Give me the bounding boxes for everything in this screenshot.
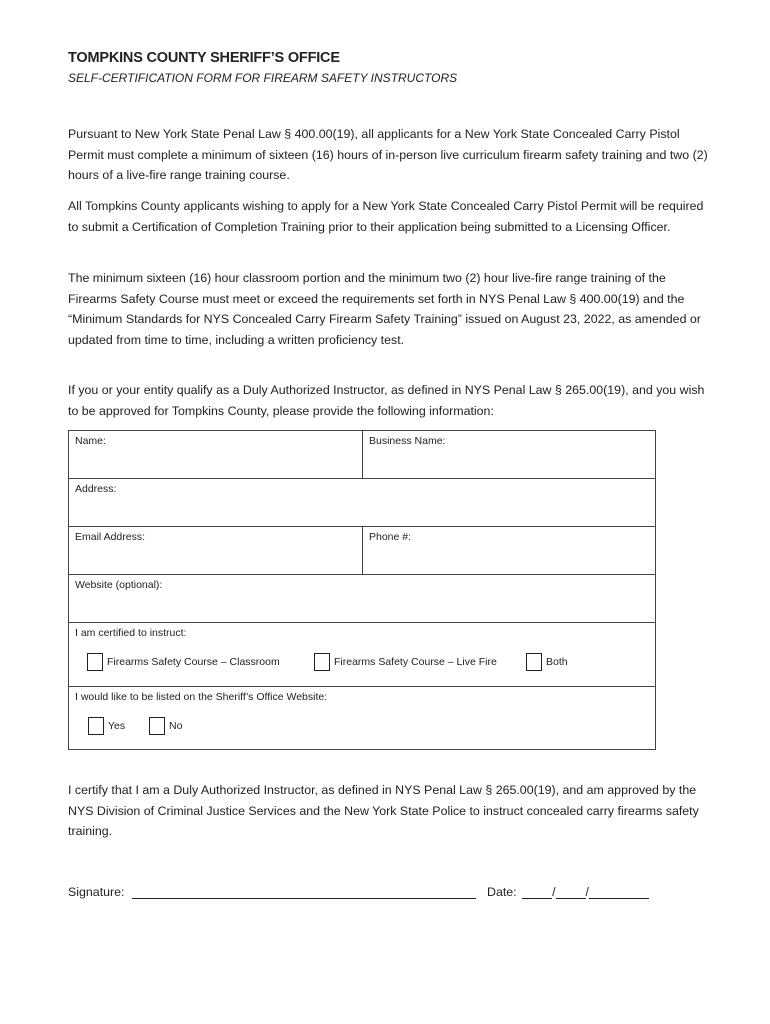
email-field[interactable]: Email Address: (75, 531, 146, 543)
row-listed (69, 687, 655, 749)
option-no-label: No (169, 720, 183, 732)
option-yes[interactable] (88, 717, 125, 735)
website-field[interactable]: Website (optional): (75, 579, 163, 591)
row-address (69, 479, 655, 527)
paragraph-standards: The minimum sixteen (16) hour classroom portion and the minimum two (2) hour live-fire range training of the Firearms Safety Course must meet or exceed the requirements set forth in NYS Penal Law § 400.00(19) and the “Minimum Standards for NYS Concealed Carry Firearm Safety Training” issued on August 23, 2022, as amended or updated from time to time, including a written proficiency test. (68, 271, 701, 347)
checkbox-both[interactable] (526, 653, 542, 671)
date-year-input[interactable] (589, 884, 649, 899)
row-email (69, 527, 655, 575)
date-month-input[interactable] (522, 884, 552, 899)
option-live-fire-label: Firearms Safety Course – Live Fire (334, 656, 497, 668)
option-yes-label: Yes (108, 720, 126, 732)
checkbox-yes[interactable] (88, 717, 104, 735)
divider (362, 527, 363, 574)
row-certified (69, 623, 655, 687)
option-no[interactable] (149, 717, 182, 735)
signature-label: Signature: (68, 885, 125, 899)
option-classroom-label: Firearms Safety Course – Classroom (107, 656, 280, 668)
checkbox-classroom[interactable] (87, 653, 103, 671)
date-label: Date: (487, 885, 517, 899)
listed-label: I would like to be listed on the Sheriff’s Office Website: (75, 691, 328, 703)
address-field[interactable]: Address: (75, 483, 117, 495)
date-line (487, 884, 649, 899)
option-both-label: Both (546, 656, 568, 668)
date-day-input[interactable] (556, 884, 586, 899)
date-separator: / (585, 885, 589, 899)
option-both[interactable] (526, 653, 568, 671)
option-classroom[interactable] (87, 653, 280, 671)
signature-input[interactable] (132, 884, 476, 899)
page-subtitle: SELF-CERTIFICATION FORM FOR FIREARM SAFETY INSTRUCTORS (68, 71, 458, 85)
paragraph-applicants: All Tompkins County applicants wishing to apply for a New York State Concealed Carry Pistol Permit will be required to submit a Certification of Completion Training prior to their application being submitted to a Licensing Officer. (68, 199, 704, 234)
business-name-field[interactable]: Business Name: (369, 435, 446, 447)
divider (362, 431, 363, 478)
phone-field[interactable]: Phone #: (369, 531, 412, 543)
row-website (69, 575, 655, 623)
row-name (69, 431, 655, 479)
date-separator: / (552, 885, 556, 899)
checkbox-live-fire[interactable] (314, 653, 330, 671)
page-title: TOMPKINS COUNTY SHERIFF’S OFFICE (68, 50, 340, 66)
checkbox-no[interactable] (149, 717, 165, 735)
paragraph-instructions: If you or your entity qualify as a Duly Authorized Instructor, as defined in NYS Penal Law § 265.00(19), and you wish to be approved for Tompkins County, please provide the following information: (68, 383, 705, 418)
certification-statement: I certify that I am a Duly Authorized Instructor, as defined in NYS Penal Law § 265.00(19), and am approved by the NYS Division of Criminal Justice Services and the New York State Police to instruct concealed carry firearms safety training. (68, 783, 699, 838)
signature-line (68, 884, 476, 899)
paragraph-requirements: Pursuant to New York State Penal Law § 400.00(19), all applicants for a New York State Concealed Carry Pistol Permit must complete a minimum of sixteen (16) hours of in-person live curriculum firearm safety training and two (2) hours of a live-fire range training course. (68, 127, 708, 182)
instructor-info-form (68, 430, 656, 750)
name-field[interactable]: Name: (75, 435, 106, 447)
certified-label: I am certified to instruct: (75, 627, 187, 639)
option-live-fire[interactable] (314, 653, 497, 671)
